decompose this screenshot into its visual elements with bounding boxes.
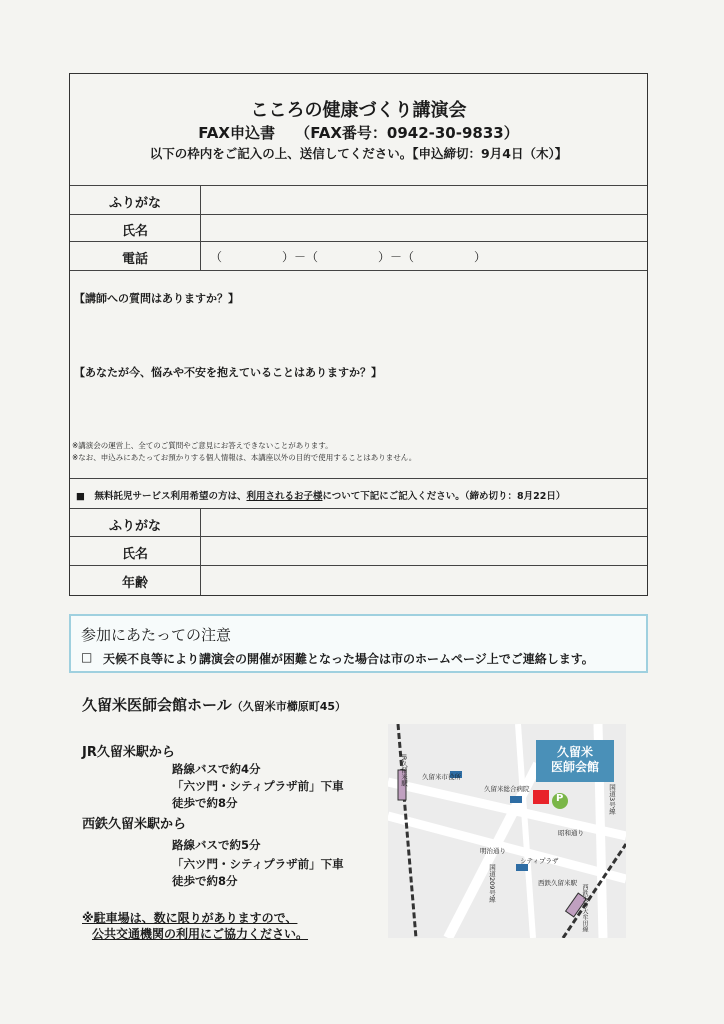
furigana-field[interactable] bbox=[201, 186, 647, 213]
child-age-field[interactable] bbox=[201, 566, 647, 594]
route2-line3: 徒歩で約8分 bbox=[172, 874, 238, 888]
route2-line1: 路線バスで約5分 bbox=[172, 838, 261, 852]
venue-map-label-1: 久留米 bbox=[556, 745, 593, 759]
nishitetsu-station-label: 西鉄久留米駅 bbox=[538, 879, 577, 887]
fax-application-form bbox=[69, 73, 648, 596]
venue-address: （久留米市櫛原町45） bbox=[231, 700, 347, 713]
child-furigana-field[interactable] bbox=[201, 509, 647, 535]
route1-line2: 「六ツ門・シティプラザ前」下車 bbox=[172, 779, 344, 793]
childcare-emph: 利用されるお子様 bbox=[246, 491, 323, 502]
child-age-label: 年齢 bbox=[121, 576, 148, 591]
parking-note-1: ※駐車場は、数に限りがありますので、 bbox=[82, 911, 298, 925]
childcare-prefix: ■ 無料託児サービス利用希望の方は、 bbox=[76, 491, 247, 502]
nishitetsu-line-label: 西鉄天神大牟田線 bbox=[581, 884, 588, 932]
question-worries: 【あなたが今、悩みや不安を抱えていることはありますか？】 bbox=[74, 366, 382, 379]
caution-checkbox[interactable]: □ bbox=[81, 650, 93, 664]
parking-mark: P bbox=[556, 793, 564, 804]
city-hall-label: 久留米市役所 bbox=[422, 773, 461, 781]
route1-line1: 路線バスで約4分 bbox=[172, 762, 261, 776]
showa-street-label: 昭和通り bbox=[558, 829, 584, 837]
meiji-street-label: 明治通り bbox=[480, 847, 506, 855]
route1-title: JR久留米駅から bbox=[82, 745, 175, 760]
form-title: こころの健康づくり講演会 bbox=[250, 100, 467, 121]
hospital-label: 久留米総合病院 bbox=[484, 785, 530, 793]
phone-label: 電話 bbox=[121, 252, 148, 267]
city-plaza-label: シティプラザ bbox=[520, 857, 559, 865]
route209-label: 国道209号線 bbox=[488, 864, 496, 903]
caution-heading: 参加にあたっての注意 bbox=[81, 626, 232, 644]
child-furigana-label: ふりがな bbox=[108, 519, 161, 534]
fax-number-line: FAX申込書 （FAX番号：0942-30-9833） bbox=[198, 124, 519, 142]
caution-text: 天候不良等により講演会の開催が困難となった場合は市のホームページ上でご連絡します。 bbox=[103, 652, 594, 666]
hospital-marker bbox=[510, 796, 522, 803]
caution-box bbox=[69, 614, 648, 673]
question-worries-field[interactable] bbox=[72, 382, 646, 437]
divider bbox=[70, 241, 647, 242]
nishitetsu-rail bbox=[563, 844, 626, 938]
venue-marker bbox=[533, 790, 549, 804]
city-plaza-marker bbox=[516, 864, 528, 871]
venue-title bbox=[82, 694, 346, 715]
jr-station-label: JR久留米駅 bbox=[400, 754, 408, 787]
name-label: 氏名 bbox=[121, 224, 148, 239]
route1-line3: 徒歩で約8分 bbox=[172, 796, 238, 810]
side-road bbox=[518, 724, 533, 938]
route2-line2: 「六ツ門・シティプラザ前」下車 bbox=[172, 857, 344, 871]
form-instruction: 以下の枠内をご記入の上、送信してください。【申込締切：9月4日（木）】 bbox=[149, 146, 568, 161]
route2-title: 西鉄久留米駅から bbox=[82, 817, 187, 832]
childcare-suffix: について下記にご記入ください。（締め切り：8月22日） bbox=[322, 491, 566, 502]
furigana-label: ふりがな bbox=[108, 196, 161, 211]
route3-label: 国道3号線 bbox=[608, 784, 616, 815]
parking-note-2: 公共交通機関の利用にご協力ください。 bbox=[92, 927, 309, 941]
phone-field[interactable]: （ ）－（ ）－（ ） bbox=[210, 250, 487, 264]
question-lecturer-field[interactable] bbox=[72, 308, 646, 358]
child-name-field[interactable] bbox=[201, 537, 647, 564]
note-privacy: ※なお、申込みにあたってお預かりする個人情報は、本講座以外の目的で使用することはありません。 bbox=[72, 453, 417, 462]
note-operation: ※講演会の運営上、全てのご質問やご意見にお答えできないことがあります。 bbox=[72, 441, 333, 450]
venue-name: 久留米医師会館ホール bbox=[82, 696, 232, 714]
access-map bbox=[388, 724, 626, 938]
question-lecturer: 【講師への質問はありますか？】 bbox=[74, 292, 239, 305]
child-name-label: 氏名 bbox=[121, 547, 148, 562]
divider bbox=[70, 478, 647, 479]
venue-map-label-2: 医師会館 bbox=[550, 760, 599, 774]
name-field[interactable] bbox=[201, 215, 647, 240]
childcare-notice bbox=[76, 488, 565, 502]
venue-map-label bbox=[536, 740, 614, 782]
divider bbox=[70, 270, 647, 271]
